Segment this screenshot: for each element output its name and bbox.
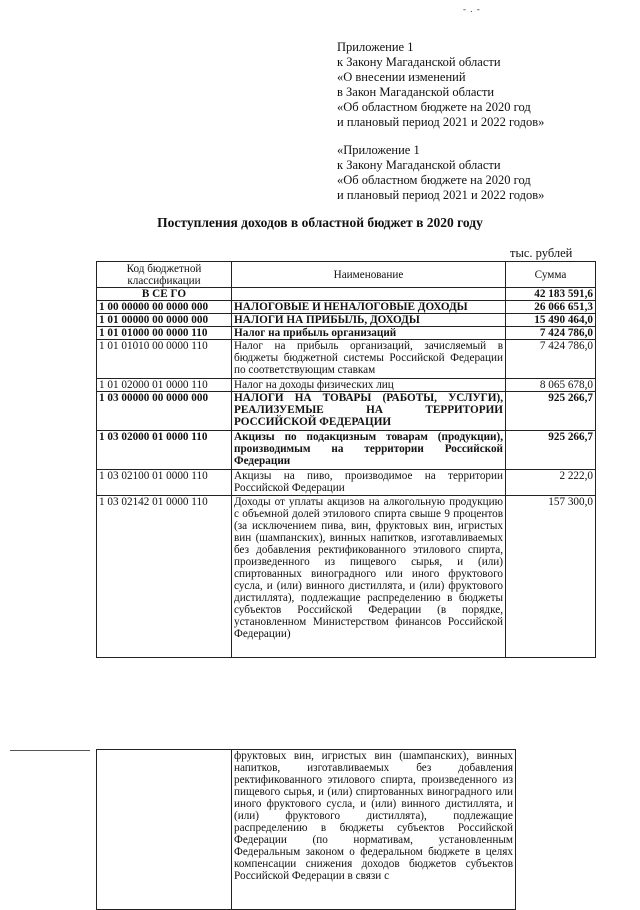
appendix-line: «О внесении изменений [337,70,466,84]
header-sum: Сумма [506,262,596,288]
table-row [97,314,596,327]
document-title: Поступления доходов в областной бюджет в 2020 году [157,215,483,230]
appendix-line: к Закону Магаданской области [337,55,501,69]
table-row [97,379,596,392]
revenue-table [96,261,596,658]
row-name: Налог на прибыль организаций [232,327,506,340]
table-row [97,340,596,379]
row-name: Доходы от уплаты акцизов на алкогольную продукцию с объемной долей этилового спирта свыше 9 процентов (за исключением пива, вин, фруктовых вин, игристых вин (шампанских), винных напитков, изготавливаемых без добавления ректификованного этилового спирта, произведенного из пищевого сырья, и (или) спиртованных виноградного или иного фруктового сусла, и (или) винного дистиллята, и (или) фруктового дистиллята), подлежащие распределению в бюджеты субъектов Российской Федерации (в порядке, установленном Министерством финансов Российской Федерации) [232,496,506,658]
row-name: фруктовых вин, игристых вин (шампанских), винных напитков, изготавливаемых без добавления ректификованного этилового спирта, произведенного из пищевого сырья, и (или) спиртованных виноградного или иного фруктового сусла, и (или) винного дистиллята, и (или) фруктового дистиллята), подлежащие распределению в бюджеты субъектов Российской Федерации (по нормативам, установленным Федеральным законом о федеральном бюджете в целях компенсации снижения доходов бюджетов субъектов Российской Федерации в связи с [232,750,516,910]
row-sum: 2 222,0 [506,470,596,496]
revenue-table-continuation [96,749,516,910]
row-code: 1 01 01010 00 0000 110 [97,340,232,379]
row-code: 1 03 00000 00 0000 000 [97,392,232,431]
row-code: 1 03 02000 01 0000 110 [97,431,232,470]
table-row [97,392,596,431]
row-sum: 26 066 651,3 [506,301,596,314]
row-sum: 8 065 678,0 [506,379,596,392]
row-name [232,288,506,301]
row-sum: 925 266,7 [506,431,596,470]
appendix-line: к Закону Магаданской области [337,158,501,172]
row-sum: 157 300,0 [506,496,596,658]
row-code: 1 00 00000 00 0000 000 [97,301,232,314]
row-sum: 15 490 464,0 [506,314,596,327]
table-row [97,327,596,340]
row-name: Налог на доходы физических лиц [232,379,506,392]
row-code [97,750,232,910]
appendix-line: в Закон Магаданской области [337,85,495,99]
table-row [97,431,596,470]
page-fragment-rule [10,750,90,751]
appendix-line: «Приложение 1 [337,143,420,157]
appendix-line: Приложение 1 [337,40,414,54]
row-sum: 7 424 786,0 [506,340,596,379]
row-name: НАЛОГОВЫЕ И НЕНАЛОГОВЫЕ ДОХОДЫ [232,301,506,314]
row-sum: 925 266,7 [506,392,596,431]
table-row [97,288,596,301]
appendix-line: «Об областном бюджете на 2020 год [337,173,531,187]
appendix-line: «Об областном бюджете на 2020 год [337,100,531,114]
corner-mark: - . - [463,4,481,14]
row-name: НАЛОГИ НА ТОВАРЫ (РАБОТЫ, УСЛУГИ), РЕАЛИЗУЕМЫЕ НА ТЕРРИТОРИИ РОССИЙСКОЙ ФЕДЕРАЦИИ [232,392,506,431]
table-row [97,750,516,910]
header-code: Код бюджетной классификации [97,262,232,288]
row-sum: 7 424 786,0 [506,327,596,340]
row-code: 1 03 02100 01 0000 110 [97,470,232,496]
row-code: 1 03 02142 01 0000 110 [97,496,232,658]
header-name: Наименование [232,262,506,288]
appendix-line: и плановый период 2021 и 2022 годов» [337,115,545,129]
row-name: НАЛОГИ НА ПРИБЫЛЬ, ДОХОДЫ [232,314,506,327]
row-code: 1 01 00000 00 0000 000 [97,314,232,327]
row-name: Акцизы по подакцизным товарам (продукции), производимым на территории Российской Федерации [232,431,506,470]
row-name: Акцизы на пиво, производимое на территории Российской Федерации [232,470,506,496]
table-row [97,470,596,496]
table-row [97,301,596,314]
units-label: тыс. рублей [510,246,573,260]
appendix-line: и плановый период 2021 и 2022 годов» [337,188,545,202]
row-name: Налог на прибыль организаций, зачисляемый в бюджеты бюджетной системы Российской Федерации по соответствующим ставкам [232,340,506,379]
row-sum: 42 183 591,6 [506,288,596,301]
row-code: 1 01 02000 01 0000 110 [97,379,232,392]
row-code: 1 01 01000 00 0000 110 [97,327,232,340]
table-header-row [97,262,596,288]
table-row [97,496,596,658]
appendix-original-header [337,143,544,203]
appendix-header [337,40,544,130]
row-code: В СЕ ГО [97,288,232,301]
